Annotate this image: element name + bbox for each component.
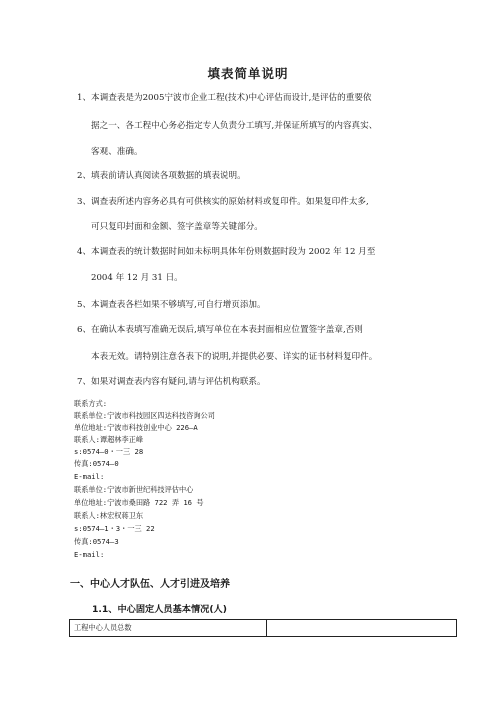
instruction-3-number: 3、 xyxy=(77,197,92,207)
instruction-3-line-2: 可只复印封面和金额、签字盖章等关键部分。 xyxy=(91,222,263,232)
table-row-label: 工程中心人员总数 xyxy=(70,620,267,637)
instruction-2 xyxy=(77,171,246,182)
instruction-1 xyxy=(77,93,372,104)
contact-address-1: 单位地址:宁波市科技创业中心 226—A xyxy=(74,423,198,432)
table-row xyxy=(70,620,457,637)
instruction-2-line-1: 填表前请认真阅读各项数据的填表说明。 xyxy=(91,171,246,181)
contact-phone-1: s:0574—0・一三 28 xyxy=(74,447,144,456)
contact-phone-2: s:0574—1・3・一三 22 xyxy=(74,524,155,533)
page-title: 填表简单说明 xyxy=(207,66,289,81)
contact-org-1: 联系单位:宁波市科技园区四达科技咨询公司 xyxy=(74,411,215,420)
subsection-heading: 1.1、中心固定人员基本情况(人) xyxy=(92,604,227,615)
contact-person-1: 联系人:谭超林李正峰 xyxy=(74,435,144,444)
instruction-4-line-1: 本调查表的统计数据时间如未标明具体年份则数据时段为 2002 年 12 月至 xyxy=(91,247,376,257)
table-row-value-cell[interactable] xyxy=(267,620,457,637)
instruction-6 xyxy=(77,325,363,336)
instruction-1-line-1: 本调查表是为2005宁波市企业工程(技术)中心评估而设计,是评估的重要依 xyxy=(91,93,372,103)
instruction-4-number: 4、 xyxy=(77,247,92,257)
contact-email-2: E-mail: xyxy=(74,550,105,559)
contact-fax-2: 传真:0574—3 xyxy=(74,537,119,546)
instruction-7-line-1: 如果对调查表内容有疑问,请与评估机构联系。 xyxy=(91,377,266,387)
contact-heading: 联系方式: xyxy=(74,399,108,408)
instruction-2-number: 2、 xyxy=(77,171,92,181)
contact-fax-1: 传真:0574—0 xyxy=(74,459,119,468)
instruction-5-line-1: 本调查表各栏如果不够填写,可自行增页添加。 xyxy=(91,300,266,310)
instruction-3-line-1: 调查表所述内容务必具有可供核实的原始材料或复印件。如果复印件太多, xyxy=(91,197,369,207)
instruction-3 xyxy=(77,197,369,208)
instruction-1-number: 1、 xyxy=(77,93,92,103)
contact-person-2: 联系人:林宏权蒋卫东 xyxy=(74,511,144,520)
instruction-6-line-2: 本表无效。请特别注意各表下的说明,并提供必要、详实的证书材料复印件。 xyxy=(91,352,378,362)
instruction-7-number: 7、 xyxy=(77,377,92,387)
contact-org-2: 联系单位:宁波市新世纪科技评估中心 xyxy=(74,485,194,494)
instruction-5 xyxy=(77,300,266,311)
personnel-table xyxy=(69,619,457,637)
section-heading: 一、中心人才队伍、人才引进及培养 xyxy=(70,579,230,590)
instruction-4-line-2: 2004 年 12 月 31 日。 xyxy=(91,273,183,283)
contact-email-1: E-mail: xyxy=(74,472,105,481)
instruction-4 xyxy=(77,247,375,258)
contact-address-2: 单位地址:宁波市桑田路 722 弄 16 号 xyxy=(74,498,204,507)
instruction-7 xyxy=(77,377,266,388)
instruction-1-line-2: 据之一、各工程中心务必指定专人负责分工填写,并保证所填写的内容真实、 xyxy=(91,121,378,131)
instruction-6-number: 6、 xyxy=(77,325,92,335)
instruction-5-number: 5、 xyxy=(77,300,92,310)
instruction-6-line-1: 在确认本表填写准确无误后,填写单位在本表封面相应位置签字盖章,否则 xyxy=(91,325,363,335)
instruction-1-line-3: 客观、准确。 xyxy=(91,147,143,157)
